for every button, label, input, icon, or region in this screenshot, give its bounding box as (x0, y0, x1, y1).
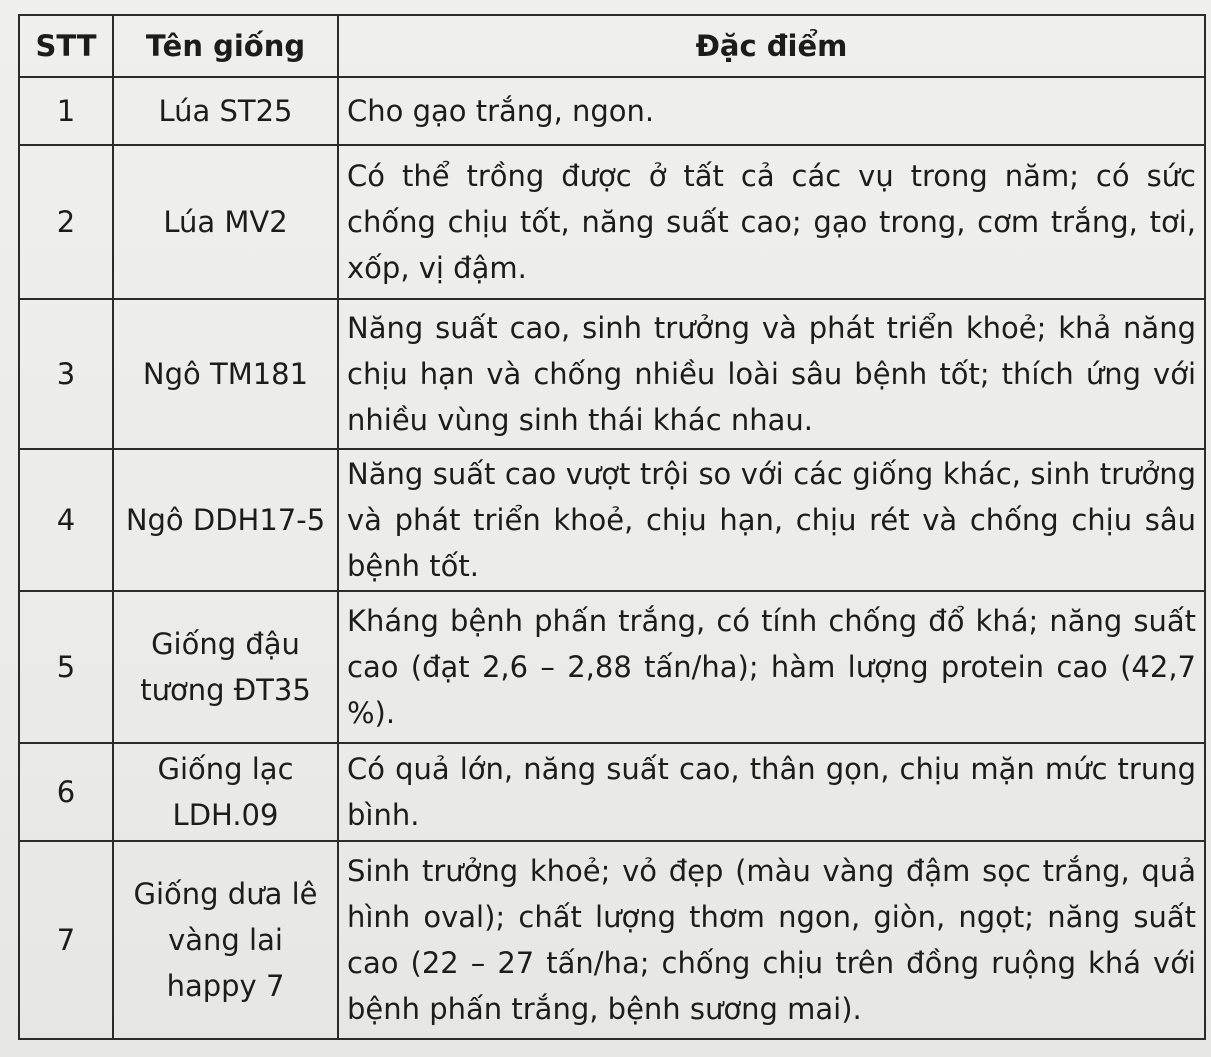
variety-description: Có thể trồng được ở tất cả các vụ trong năm; có sức chống chịu tốt, năng suất cao; gạo trong, cơm trắng, tơi, xốp, vị đậm. (338, 145, 1205, 299)
variety-name: Giống lạc LDH.09 (113, 743, 338, 841)
variety-name: Lúa MV2 (113, 145, 338, 299)
row-number: 2 (19, 145, 113, 299)
table-row (19, 299, 1205, 449)
row-number: 5 (19, 591, 113, 743)
header-name: Tên giống (113, 15, 338, 77)
crop-varieties-table (18, 14, 1206, 1040)
variety-description: Kháng bệnh phấn trắng, có tính chống đổ khá; năng suất cao (đạt 2,6 – 2,88 tấn/ha); hàm lượng protein cao (42,7 %). (338, 591, 1205, 743)
table-row (19, 449, 1205, 591)
variety-name: Ngô TM181 (113, 299, 338, 449)
variety-name: Giống dưa lê vàng lai happy 7 (113, 841, 338, 1039)
table-row (19, 743, 1205, 841)
header-stt: STT (19, 15, 113, 77)
variety-name: Lúa ST25 (113, 77, 338, 145)
variety-description: Sinh trưởng khoẻ; vỏ đẹp (màu vàng đậm sọc trắng, quả hình oval); chất lượng thơm ngon, giòn, ngọt; năng suất cao (22 – 27 tấn/ha; chống chịu trên đồng ruộng khá với bệnh phấn trắng, bệnh sương mai). (338, 841, 1205, 1039)
table-row (19, 145, 1205, 299)
variety-name: Ngô DDH17-5 (113, 449, 338, 591)
variety-description: Năng suất cao, sinh trưởng và phát triển khoẻ; khả năng chịu hạn và chống nhiều loài sâu bệnh tốt; thích ứng với nhiều vùng sinh thái khác nhau. (338, 299, 1205, 449)
variety-name: Giống đậu tương ĐT35 (113, 591, 338, 743)
variety-description: Năng suất cao vượt trội so với các giống khác, sinh trưởng và phát triển khoẻ, chịu hạn, chịu rét và chống chịu sâu bệnh tốt. (338, 449, 1205, 591)
table-row (19, 841, 1205, 1039)
variety-description: Cho gạo trắng, ngon. (338, 77, 1205, 145)
row-number: 7 (19, 841, 113, 1039)
row-number: 3 (19, 299, 113, 449)
table-row (19, 591, 1205, 743)
table-row (19, 77, 1205, 145)
header-description: Đặc điểm (338, 15, 1205, 77)
row-number: 1 (19, 77, 113, 145)
row-number: 6 (19, 743, 113, 841)
row-number: 4 (19, 449, 113, 591)
table-header-row (19, 15, 1205, 77)
variety-description: Có quả lớn, năng suất cao, thân gọn, chịu mặn mức trung bình. (338, 743, 1205, 841)
